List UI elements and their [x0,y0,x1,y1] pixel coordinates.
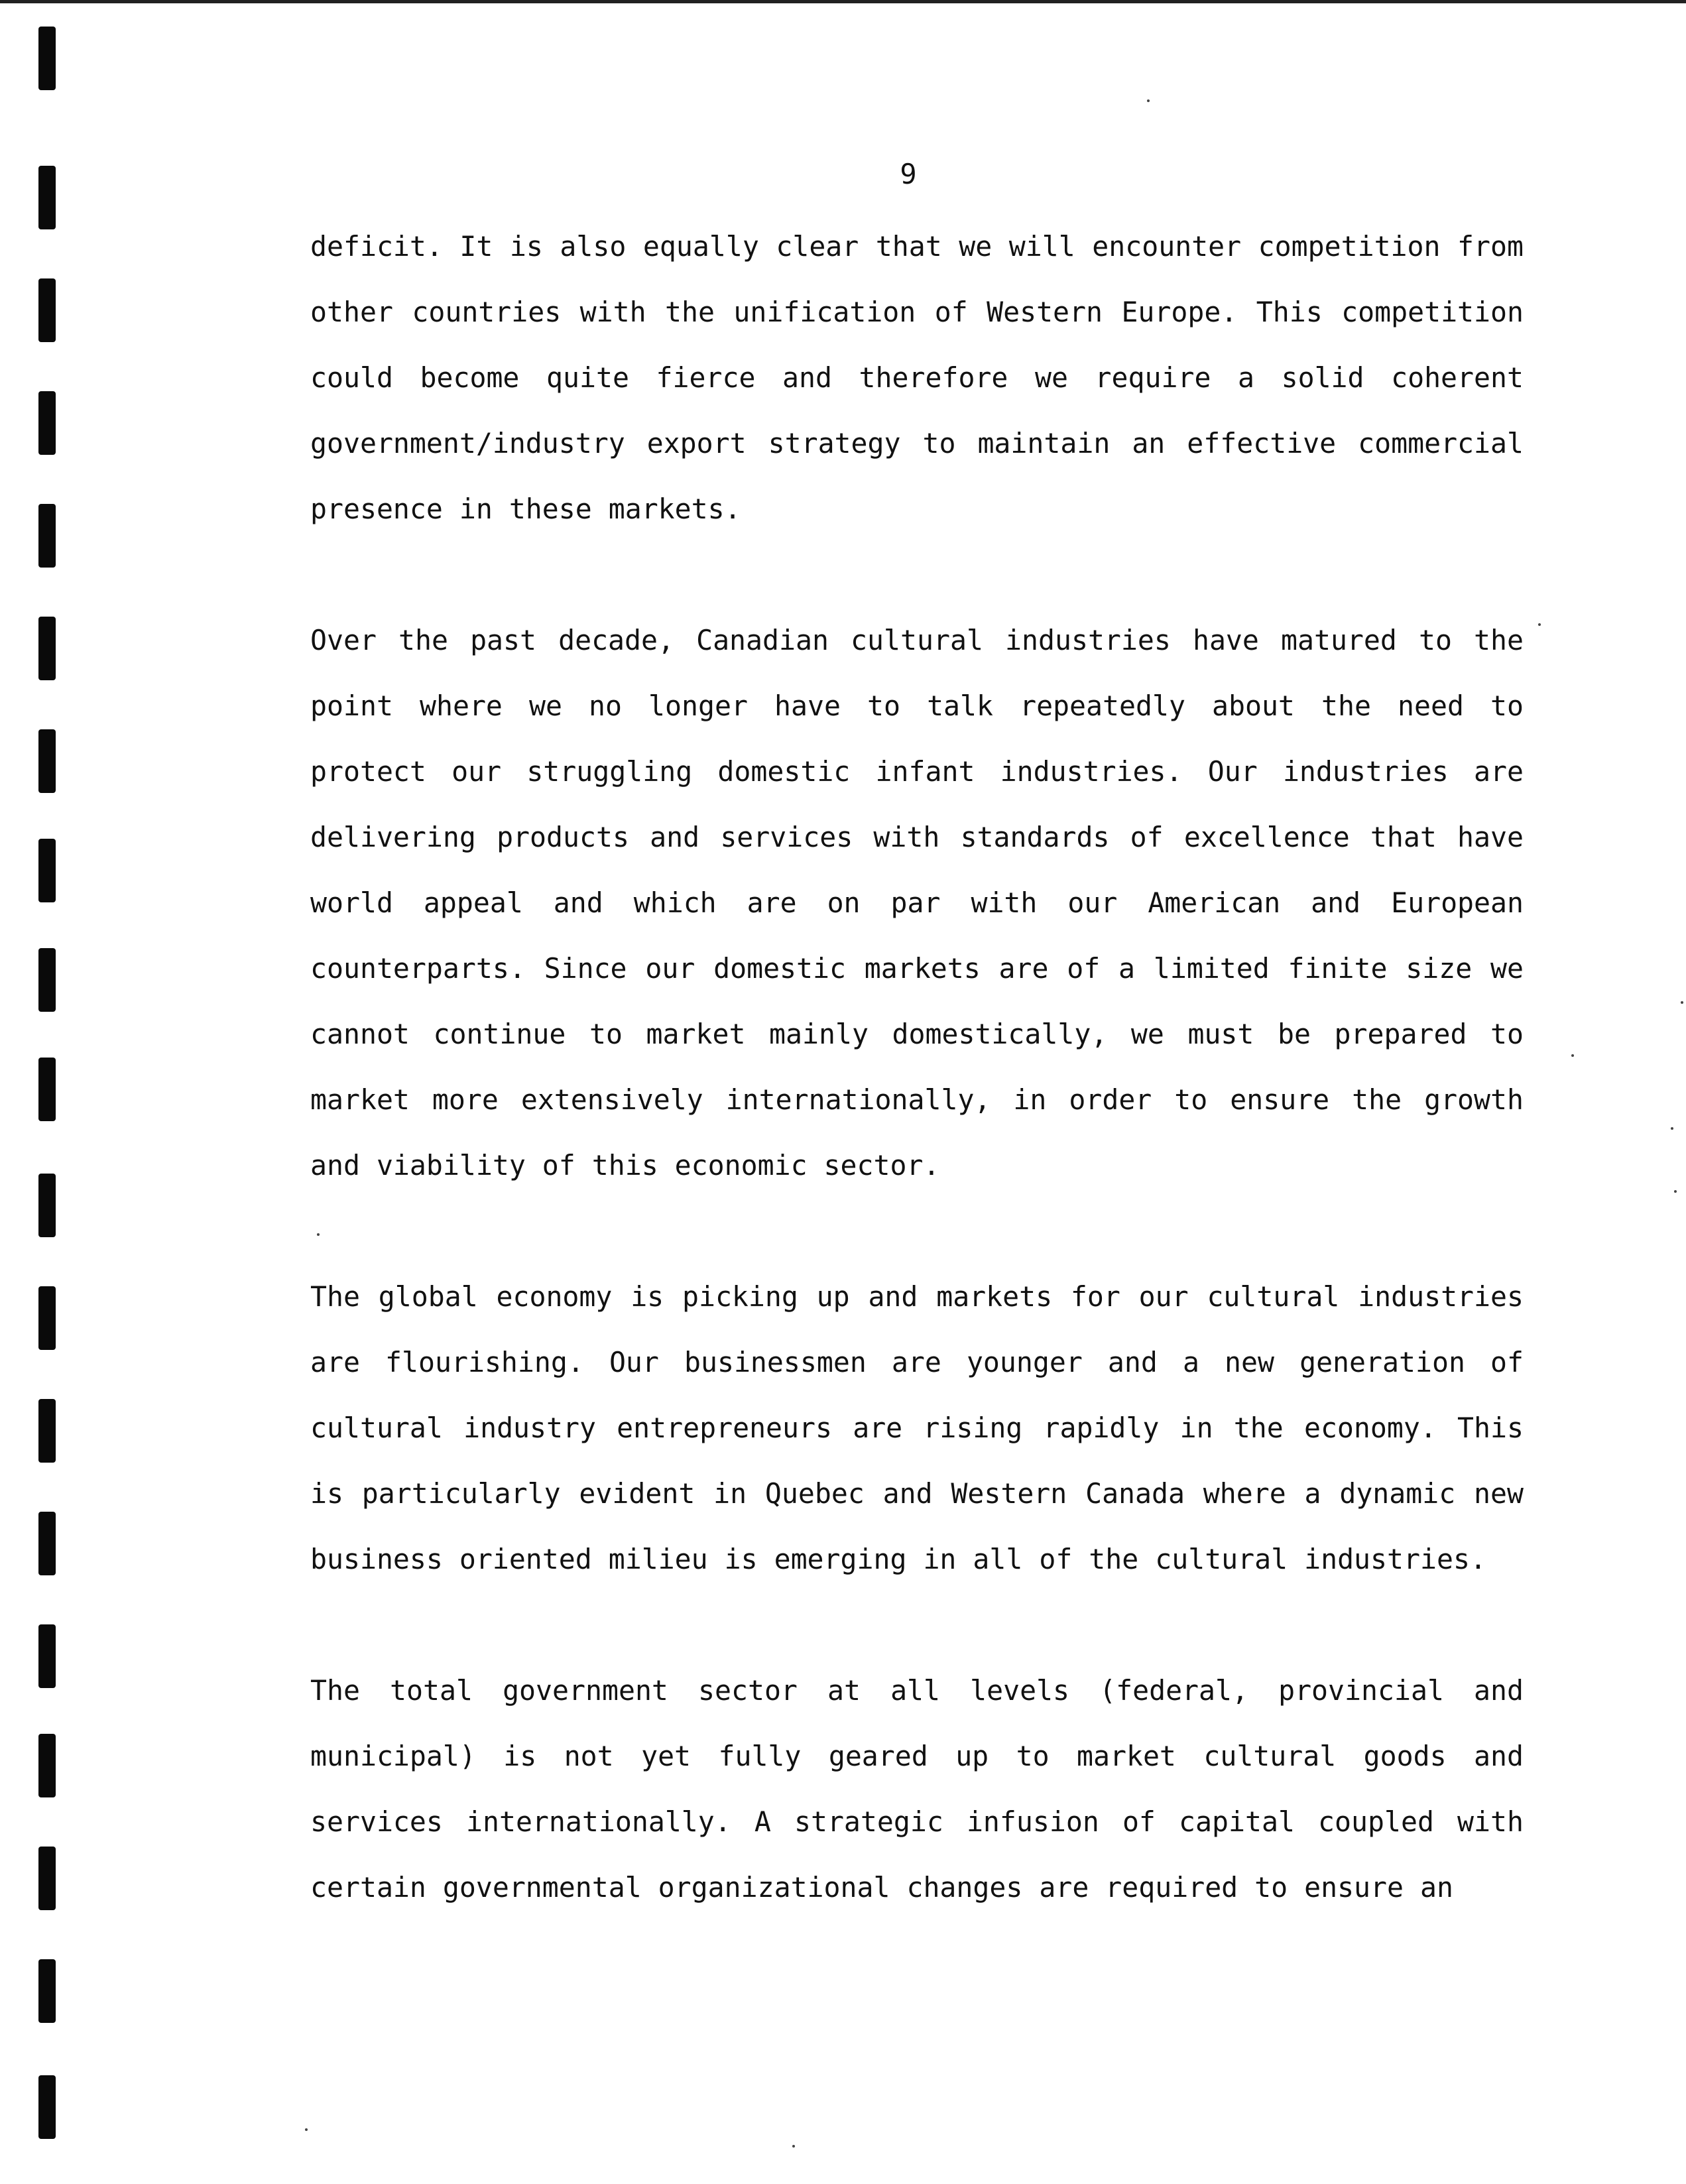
binding-mark [38,1512,56,1575]
paragraph: The global economy is picking up and markets for our cultural industries are flourishing. Our businessmen are younger and a new generation of cultural industry entrepreneurs are rising rapidly in the economy. This is particularly evident in Quebec and Western Canada where a dynamic new business oriented milieu is emerging in all of the cultural industries. [310,1280,1524,1575]
scan-speck [305,2128,308,2131]
binding-mark [38,2075,56,2139]
binding-mark [38,27,56,90]
binding-margin-marks [38,0,58,2184]
scan-speck [1147,99,1150,102]
binding-mark [38,391,56,455]
paragraph: The total government sector at all levels (federal, provincial and municipal) is not yet fully geared up to market cultural goods and services internationally. A strategic infusion of capital coupled with certain governmental organizational changes are required to ensure an [310,1674,1524,1904]
binding-mark [38,1734,56,1797]
binding-mark [38,1399,56,1463]
binding-mark [38,1624,56,1688]
binding-mark [38,1847,56,1910]
binding-mark [38,1174,56,1237]
binding-mark [38,1959,56,2023]
scan-speck [1674,1190,1677,1193]
scan-speck [1571,1054,1574,1057]
scan-speck [1681,1001,1683,1004]
scan-speck [792,2145,795,2148]
binding-mark [38,278,56,342]
binding-mark [38,1286,56,1350]
page-number: 9 [900,158,917,190]
scan-speck [1538,623,1541,626]
binding-mark [38,839,56,902]
binding-mark [38,617,56,680]
paragraph: deficit. It is also equally clear that we will encounter competition from other countries with the unification of Western Europe. This competition could become quite fierce and therefore we require a solid coherent government/industry export strategy to maintain an effective commercial presence in these markets. [310,230,1524,525]
binding-mark [38,948,56,1012]
document-body [310,213,1524,1920]
binding-mark [38,1058,56,1121]
paragraph: Over the past decade, Canadian cultural industries have matured to the point where we no longer have to talk repeatedly about the need to protect our struggling domestic infant industries. Our industries are delivering products and services with standards of excellence that have world appeal and which are on par with our American and European counterparts. Since our domestic markets are of a limited finite size we cannot continue to market mainly domestically, we must be prepared to market more extensively internationally, in order to ensure the growth and viability of this economic sector. [310,624,1524,1182]
binding-mark [38,729,56,793]
scan-speck [1671,1127,1673,1130]
top-border-line [0,0,1686,3]
binding-mark [38,166,56,229]
scan-speck [317,1233,320,1236]
binding-mark [38,504,56,568]
